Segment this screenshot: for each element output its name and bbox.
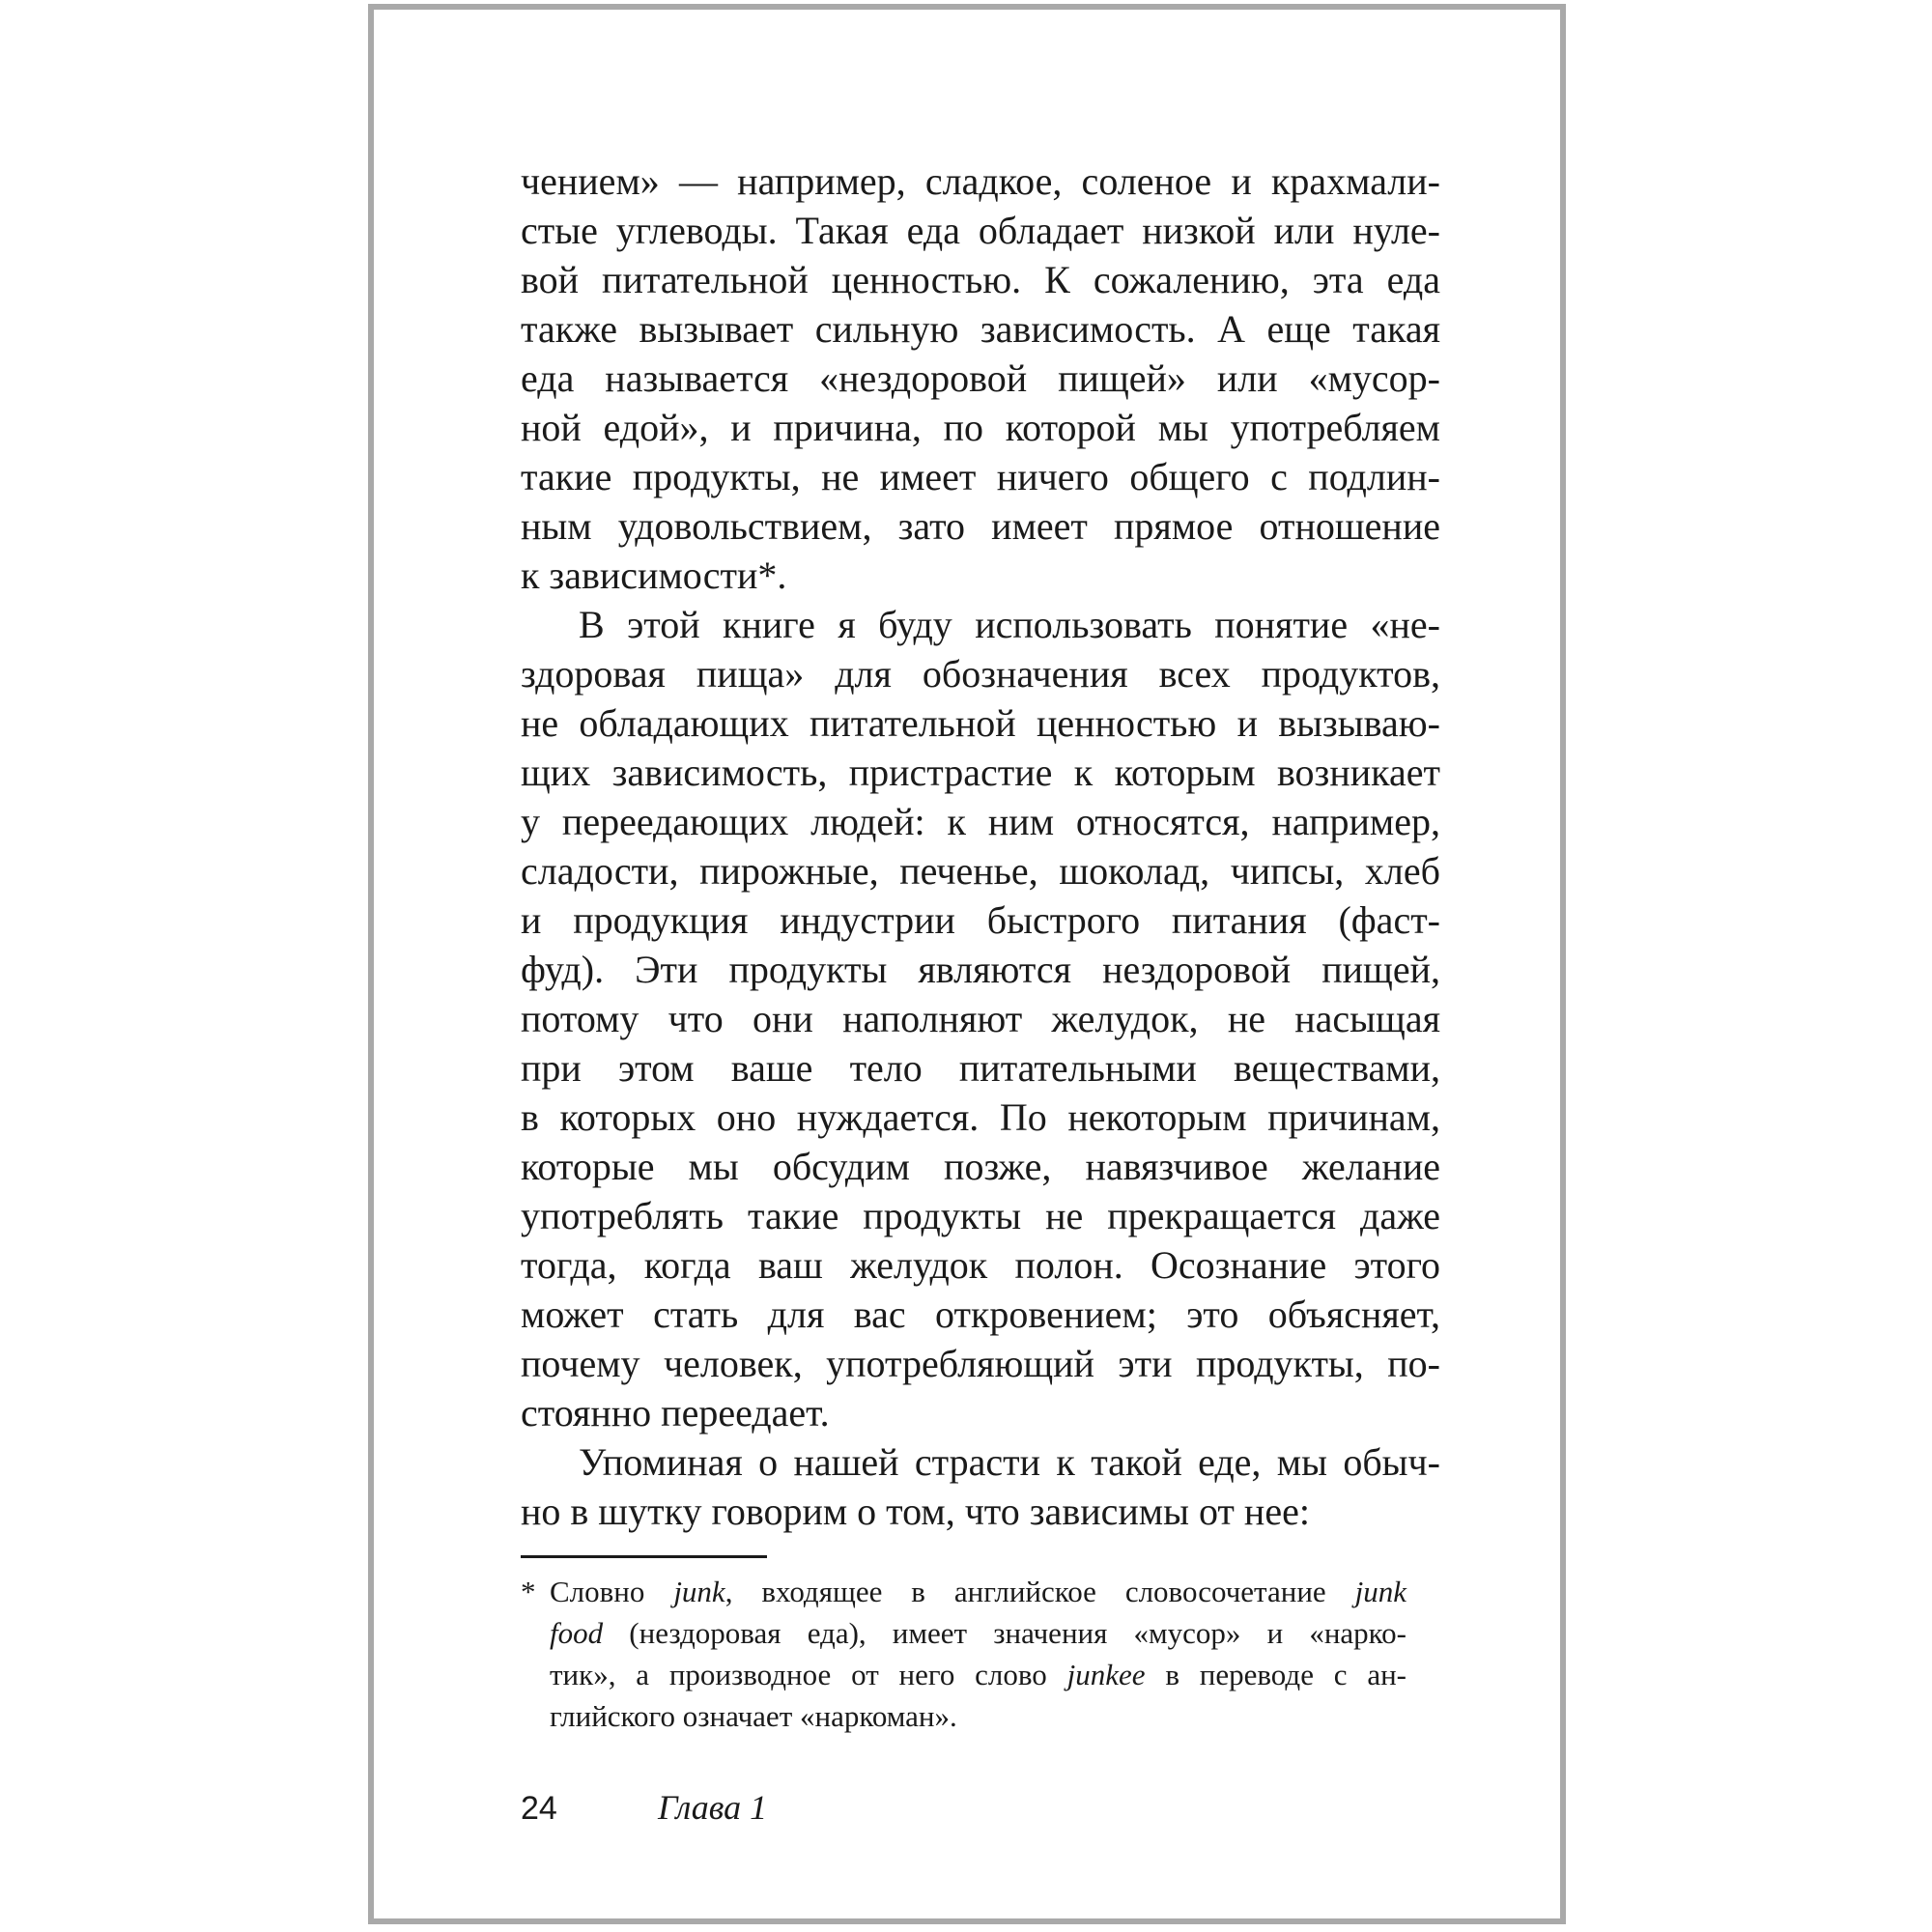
body-line: также вызывает сильную зависимость. А еще такая	[521, 307, 1440, 351]
body-line: Упоминая о нашей страсти к такой еде, мы обыч-	[579, 1440, 1440, 1484]
footnote-line	[521, 1612, 1406, 1654]
footnote-marker: *	[521, 1575, 536, 1608]
footnote-text: (нездоровая еда), имеет значения «мусор» и «нарко-	[603, 1616, 1406, 1650]
body-line: фуд). Эти продукты являются нездоровой пищей,	[521, 948, 1440, 991]
footnote-line	[521, 1571, 1406, 1612]
body-line: щих зависимость, пристрастие к которым возникает	[521, 751, 1440, 794]
footnote-italic-term: junkee	[1066, 1658, 1146, 1691]
body-line: при этом ваше тело питательными веществами,	[521, 1046, 1440, 1090]
body-line: еда называется «нездоровой пищей» или «мусор-	[521, 356, 1440, 400]
body-line: сладости, пирожные, печенье, шоколад, чипсы, хлеб	[521, 849, 1440, 893]
chapter-label: Глава 1	[658, 1788, 768, 1827]
footnote-text: , входящее в английское словосочетание	[724, 1575, 1355, 1608]
body-line: но в шутку говорим о том, что зависимы от нее:	[521, 1490, 1310, 1533]
body-line: стые углеводы. Такая еда обладает низкой или нуле-	[521, 209, 1440, 252]
body-line: употреблять такие продукты не прекращается даже	[521, 1194, 1440, 1237]
footnote-rule	[521, 1555, 767, 1558]
footnote-text: Словно	[550, 1575, 674, 1608]
footnote-italic-term: junk	[673, 1575, 725, 1608]
body-line: и продукция индустрии быстрого питания (фаст-	[521, 898, 1440, 942]
footnote-text: глийского означает «наркоман».	[550, 1699, 957, 1733]
body-line: стоянно переедает.	[521, 1391, 830, 1435]
body-line: почему человек, употребляющий эти продукты, по-	[521, 1342, 1440, 1385]
footnote-line	[521, 1654, 1406, 1695]
body-line: тогда, когда ваш желудок полон. Осознание этого	[521, 1243, 1440, 1287]
footnote-italic-term: food	[550, 1616, 604, 1650]
body-line: чением» — например, сладкое, соленое и крахмали-	[521, 159, 1440, 203]
body-line: к зависимости*.	[521, 554, 787, 597]
footnote	[521, 1571, 1406, 1737]
footnote-text: в переводе с ан-	[1145, 1658, 1407, 1691]
body-line: ным удовольствием, зато имеет прямое отношение	[521, 504, 1440, 548]
body-line: ной едой», и причина, по которой мы употребляем	[521, 406, 1440, 449]
footnote-italic-term: junk	[1354, 1575, 1406, 1608]
body-line: в которых оно нуждается. По некоторым причинам,	[521, 1095, 1440, 1139]
footnote-line	[521, 1695, 1406, 1737]
footnote-text: тик», а производное от него слово	[550, 1658, 1067, 1691]
body-line: у переедающих людей: к ним относятся, например,	[521, 800, 1440, 843]
body-line: может стать для вас откровением; это объясняет,	[521, 1293, 1440, 1336]
body-line: В этой книге я буду использовать понятие «не-	[579, 603, 1440, 646]
body-line: такие продукты, не имеет ничего общего с подлин-	[521, 455, 1440, 498]
body-line: вой питательной ценностью. К сожалению, эта еда	[521, 258, 1440, 301]
body-line: которые мы обсудим позже, навязчивое желание	[521, 1145, 1440, 1188]
page-number: 24	[521, 1790, 557, 1827]
body-line: здоровая пища» для обозначения всех продуктов,	[521, 652, 1440, 696]
body-line: потому что они наполняют желудок, не насыщая	[521, 997, 1440, 1040]
body-line: не обладающих питательной ценностью и вызываю-	[521, 701, 1440, 745]
body-text	[521, 156, 1440, 1536]
